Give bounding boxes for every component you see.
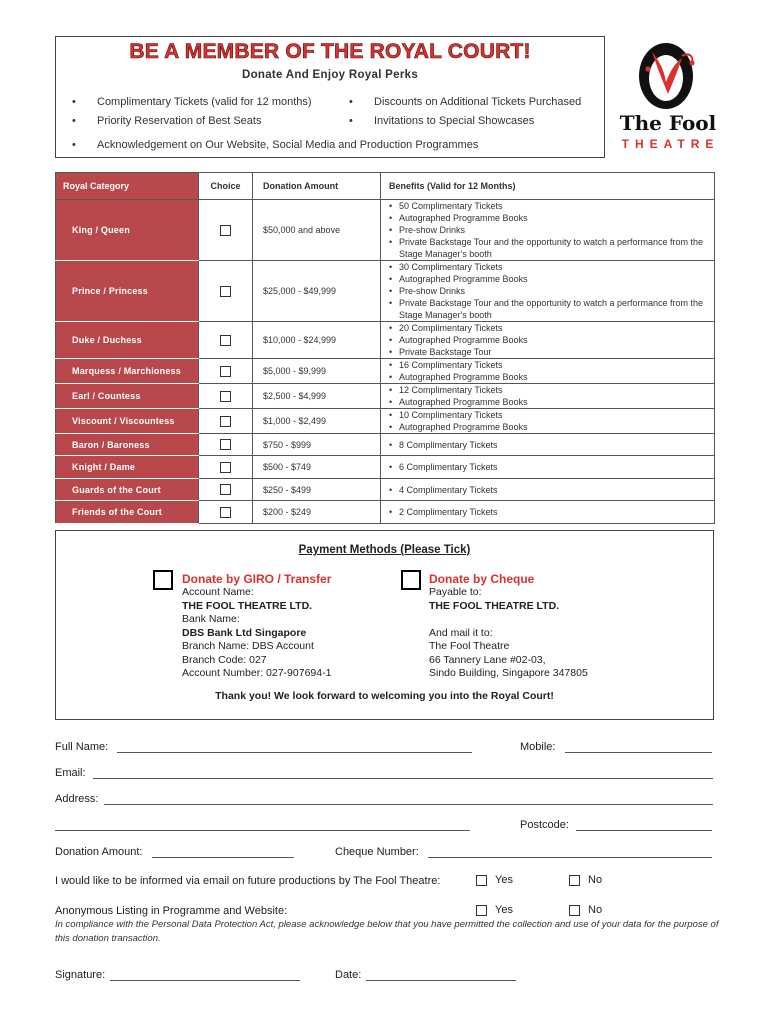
benefit-item: • Pre-show Drinks <box>389 285 708 297</box>
benefit-item: • Autographed Programme Books <box>389 212 708 224</box>
logo-name: The Fool <box>619 111 717 135</box>
royal-category-cell: Baron / Baroness <box>56 434 199 456</box>
pdpa-notice: In compliance with the Personal Data Protection Act, please acknowledge below that you have permitted the collection and use of your data for the purpose of this donation transaction. <box>55 919 719 944</box>
mobile-label: Mobile: <box>520 741 556 753</box>
choice-cell <box>199 434 253 456</box>
mobile-field[interactable] <box>565 752 712 753</box>
benefits-cell <box>381 409 715 434</box>
table-row <box>56 384 715 409</box>
anonymous-no-label: No <box>588 904 603 916</box>
tier-checkbox[interactable] <box>220 462 231 473</box>
tier-checkbox[interactable] <box>220 225 231 236</box>
donation-amount-cell: $25,000 - $49,999 <box>253 261 381 322</box>
table-row <box>56 409 715 434</box>
bullet-icon: • <box>349 115 353 127</box>
anonymous-yes-option[interactable] <box>476 904 513 916</box>
tier-checkbox[interactable] <box>220 366 231 377</box>
email-field[interactable] <box>93 778 713 779</box>
cheque-line: Payable to: <box>429 586 482 598</box>
benefits-cell <box>381 434 715 456</box>
donation-amount-cell: $2,500 - $4,999 <box>253 384 381 409</box>
table-row <box>56 359 715 384</box>
email-label: Email: <box>55 767 86 779</box>
benefits-cell <box>381 200 715 261</box>
inform-yes-option[interactable] <box>476 874 513 886</box>
royal-category-table <box>55 172 715 524</box>
column-header-choice: Choice <box>199 173 253 200</box>
donation-amount-field[interactable] <box>152 857 294 858</box>
full-name-field[interactable] <box>117 752 472 753</box>
cheque-line: THE FOOL THEATRE LTD. <box>429 599 560 612</box>
giro-line: Branch Name: DBS Account <box>182 640 314 652</box>
inform-yes-label: Yes <box>495 874 513 886</box>
benefits-cell <box>381 359 715 384</box>
logo-subtitle: THEATRE <box>621 137 720 151</box>
postcode-field[interactable] <box>576 830 712 831</box>
tier-checkbox[interactable] <box>220 286 231 297</box>
choice-cell <box>199 409 253 434</box>
column-header-category: Royal Category <box>56 173 199 200</box>
giro-line: Branch Code: 027 <box>182 653 267 666</box>
benefit-item: • Private Backstage Tour and the opportunity to watch a performance from the Stage Manager's booth <box>389 297 708 321</box>
benefit-item: • 6 Complimentary Tickets <box>389 461 708 473</box>
perk-item <box>349 96 582 108</box>
choice-cell <box>199 479 253 501</box>
giro-checkbox[interactable] <box>153 570 173 590</box>
benefits-cell <box>381 261 715 322</box>
donation-amount-cell: $200 - $249 <box>253 501 381 524</box>
perk-item <box>72 96 312 108</box>
giro-line: DBS Bank Ltd Singapore <box>182 626 307 639</box>
address-line-2-field[interactable] <box>55 830 470 831</box>
address-label: Address: <box>55 793 99 805</box>
royal-category-cell: Earl / Countess <box>56 384 199 409</box>
page-subtitle: Donate And Enjoy Royal Perks <box>241 69 419 81</box>
benefit-item: • 30 Complimentary Tickets <box>389 261 708 273</box>
tier-checkbox[interactable] <box>220 335 231 346</box>
perk-label: Acknowledgement on Our Website, Social Media and Production Programmes <box>97 139 479 151</box>
giro-details <box>182 586 331 681</box>
benefits-cell <box>381 384 715 409</box>
donation-amount-cell: $10,000 - $24,999 <box>253 322 381 359</box>
bullet-icon: • <box>349 96 353 108</box>
choice-cell <box>199 384 253 409</box>
cheque-line-spacer <box>429 613 588 627</box>
table-row <box>56 501 715 524</box>
benefit-item: • 4 Complimentary Tickets <box>389 484 708 496</box>
perk-item <box>72 139 479 151</box>
benefit-item: • Autographed Programme Books <box>389 421 708 433</box>
giro-line: Account Number: 027-907694-1 <box>182 667 332 679</box>
perk-label: Complimentary Tickets (valid for 12 months) <box>97 96 312 108</box>
donation-amount-cell: $5,000 - $9,999 <box>253 359 381 384</box>
tier-checkbox[interactable] <box>220 484 231 495</box>
royal-category-cell: Guards of the Court <box>56 479 199 501</box>
royal-category-cell: King / Queen <box>56 200 199 261</box>
benefit-item: • Autographed Programme Books <box>389 396 708 408</box>
benefit-item: • 10 Complimentary Tickets <box>389 409 708 421</box>
benefit-item: • Private Backstage Tour and the opportunity to watch a performance from the Stage Manager's booth <box>389 236 708 260</box>
cheque-line: Sindo Building, Singapore 347805 <box>429 667 588 679</box>
benefit-item: • 50 Complimentary Tickets <box>389 200 708 212</box>
benefit-item: • 8 Complimentary Tickets <box>389 439 708 451</box>
giro-heading: Donate by GIRO / Transfer <box>182 572 332 586</box>
cheque-line: The Fool Theatre <box>429 640 510 652</box>
benefits-cell <box>381 322 715 359</box>
donation-amount-cell: $250 - $499 <box>253 479 381 501</box>
signature-label: Signature: <box>55 969 106 981</box>
inform-no-checkbox[interactable] <box>569 875 580 886</box>
anonymous-question: Anonymous Listing in Programme and Website: <box>55 905 288 917</box>
cheque-details <box>429 586 588 681</box>
benefit-item: • Pre-show Drinks <box>389 224 708 236</box>
address-field[interactable] <box>104 804 713 805</box>
inform-no-label: No <box>588 874 603 886</box>
choice-cell <box>199 200 253 261</box>
table-row <box>56 456 715 479</box>
benefit-item: • 2 Complimentary Tickets <box>389 506 708 518</box>
inform-question: I would like to be informed via email on future productions by The Fool Theatre: <box>55 875 441 887</box>
date-field[interactable] <box>366 980 516 981</box>
inform-yes-checkbox[interactable] <box>476 875 487 886</box>
anonymous-no-checkbox[interactable] <box>569 905 580 916</box>
inform-no-option[interactable] <box>569 874 602 886</box>
cheque-line: 66 Tannery Lane #02-03, <box>429 653 546 666</box>
benefits-cell <box>381 479 715 501</box>
donation-amount-cell: $50,000 and above <box>253 200 381 261</box>
benefit-item: • Autographed Programme Books <box>389 371 708 383</box>
benefit-item: • Autographed Programme Books <box>389 273 708 285</box>
royal-category-cell: Knight / Dame <box>56 456 199 479</box>
cheque-checkbox[interactable] <box>401 570 421 590</box>
tier-checkbox[interactable] <box>220 391 231 402</box>
cheque-number-label: Cheque Number: <box>335 846 419 858</box>
perk-item <box>349 115 535 127</box>
thank-you-note: Thank you! We look forward to welcoming you into the Royal Court! <box>215 690 554 702</box>
tier-checkbox[interactable] <box>220 439 231 450</box>
choice-cell <box>199 456 253 479</box>
donation-amount-label: Donation Amount: <box>55 846 143 858</box>
royal-category-cell: Duke / Duchess <box>56 322 199 359</box>
giro-line: THE FOOL THEATRE LTD. <box>182 599 313 612</box>
benefit-item: • 20 Complimentary Tickets <box>389 322 708 334</box>
bullet-icon: • <box>72 115 76 127</box>
table-header-row <box>56 173 715 200</box>
donation-amount-cell: $750 - $999 <box>253 434 381 456</box>
table-row <box>56 322 715 359</box>
signature-field[interactable] <box>110 980 300 981</box>
choice-cell <box>199 359 253 384</box>
tier-checkbox[interactable] <box>220 416 231 427</box>
date-label: Date: <box>335 969 362 981</box>
benefits-cell <box>381 456 715 479</box>
choice-cell <box>199 261 253 322</box>
anonymous-no-option[interactable] <box>569 904 602 916</box>
royal-category-cell: Marquess / Marchioness <box>56 359 199 384</box>
donation-amount-cell: $500 - $749 <box>253 456 381 479</box>
perk-label: Priority Reservation of Best Seats <box>97 115 262 127</box>
anonymous-yes-label: Yes <box>495 904 513 916</box>
column-header-benefits: Benefits (Valid for 12 Months) <box>381 173 715 200</box>
bullet-icon: • <box>72 139 76 151</box>
tier-checkbox[interactable] <box>220 507 231 518</box>
table-row <box>56 200 715 261</box>
table-row <box>56 261 715 322</box>
benefit-item: • Autographed Programme Books <box>389 334 708 346</box>
choice-cell <box>199 501 253 524</box>
bullet-icon: • <box>72 96 76 108</box>
giro-line: Account Name: <box>182 586 254 598</box>
perk-item <box>72 115 262 127</box>
postcode-label: Postcode: <box>520 819 569 831</box>
benefit-item: • Private Backstage Tour <box>389 346 708 358</box>
perk-label: Invitations to Special Showcases <box>374 115 535 127</box>
table-row <box>56 434 715 456</box>
giro-line: Bank Name: <box>182 613 240 625</box>
cheque-line: And mail it to: <box>429 626 493 639</box>
royal-category-cell: Prince / Princess <box>56 261 199 322</box>
benefit-item: • 12 Complimentary Tickets <box>389 384 708 396</box>
royal-category-cell: Viscount / Viscountess <box>56 409 199 434</box>
benefit-item: • 16 Complimentary Tickets <box>389 359 708 371</box>
payment-title: Payment Methods (Please Tick) <box>298 544 471 556</box>
donation-amount-cell: $1,000 - $2,499 <box>253 409 381 434</box>
royal-category-cell: Friends of the Court <box>56 501 199 524</box>
page-title: BE A MEMBER OF THE ROYAL COURT! <box>129 40 531 63</box>
full-name-label: Full Name: <box>55 741 109 753</box>
table-row <box>56 479 715 501</box>
perk-label: Discounts on Additional Tickets Purchased <box>374 96 582 108</box>
benefits-cell <box>381 501 715 524</box>
choice-cell <box>199 322 253 359</box>
cheque-number-field[interactable] <box>428 857 712 858</box>
column-header-amount: Donation Amount <box>253 173 381 200</box>
cheque-heading: Donate by Cheque <box>429 572 535 586</box>
anonymous-yes-checkbox[interactable] <box>476 905 487 916</box>
